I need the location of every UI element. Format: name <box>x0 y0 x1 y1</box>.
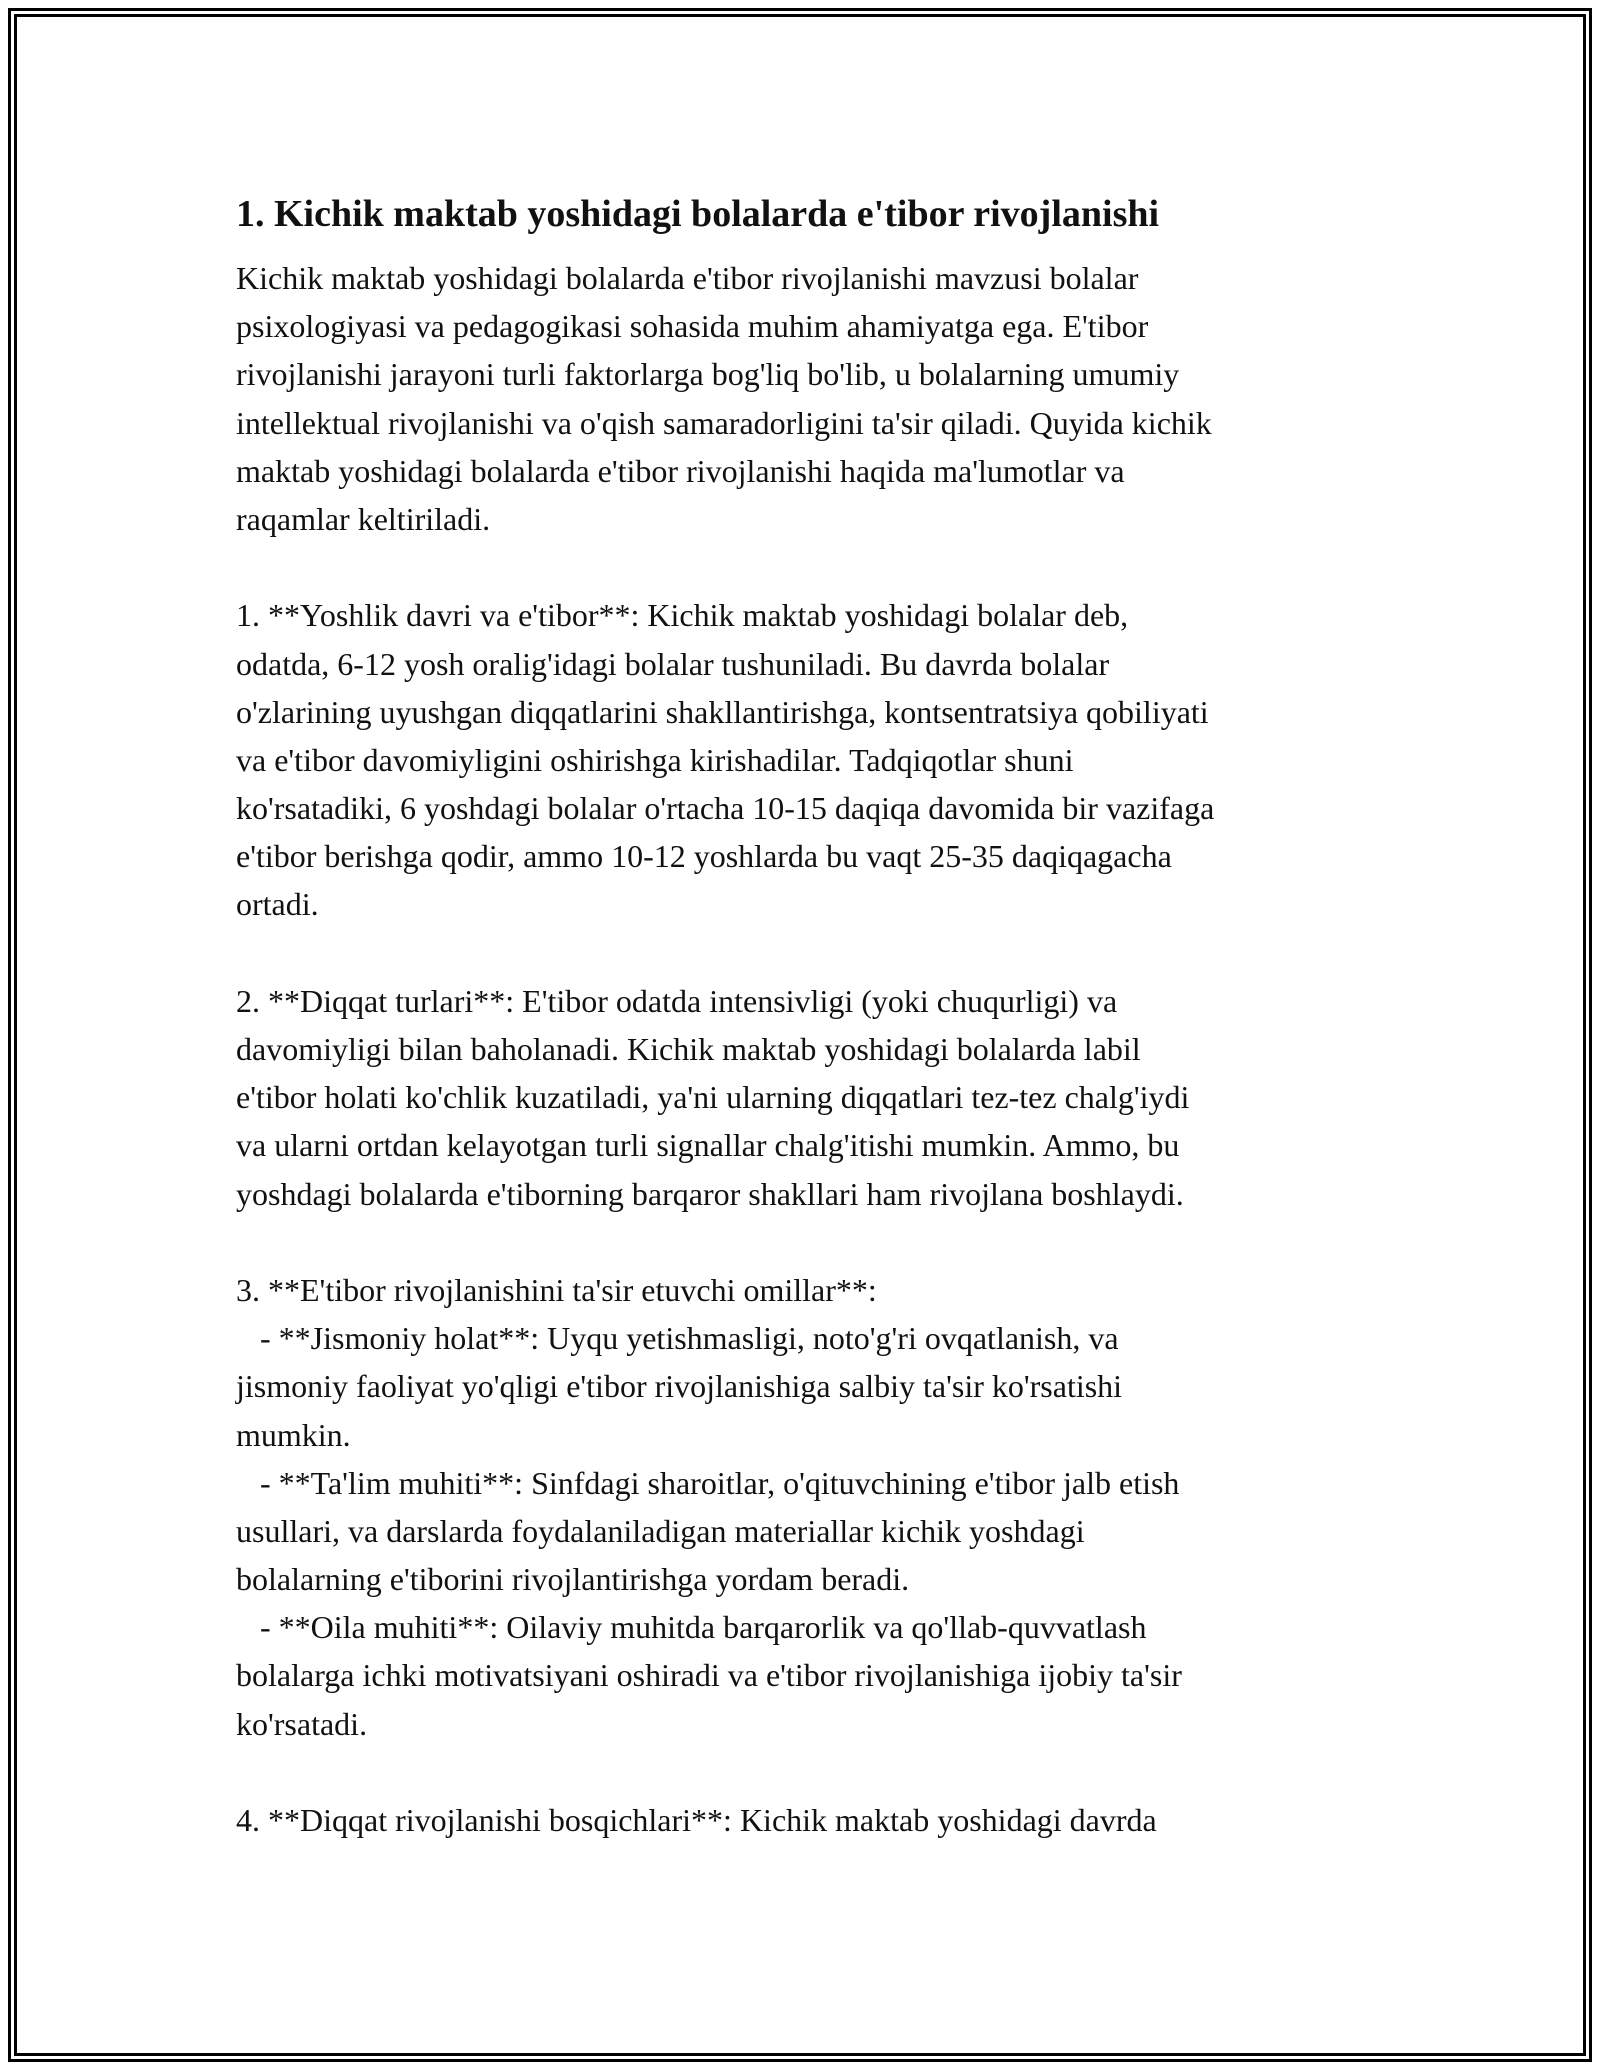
text-line: davomiyligi bilan baholanadi. Kichik maktab yoshidagi bolalarda labil <box>236 1031 1141 1067</box>
text-line: 1. **Yoshlik davri va e'tibor**: Kichik maktab yoshidagi bolalar deb, <box>236 597 1129 634</box>
text-line: va e'tibor davomiyligini oshirishga kirishadilar. Tadqiqotlar shuni <box>236 741 1074 778</box>
text-line: bolalarga ichki motivatsiyani oshiradi va e'tibor rivojlanishiga ijobiy ta'sir <box>236 1657 1182 1694</box>
blank-line <box>236 929 1366 977</box>
text-line: e'tibor berishga qodir, ammo 10-12 yoshlarda bu vaqt 25-35 daqiqagacha <box>236 838 1172 875</box>
document-body <box>236 188 1366 1844</box>
text-line: raqamlar keltiriladi. <box>236 500 491 537</box>
text-line: usullari, va darslarda foydalaniladigan materiallar kichik yoshdagi <box>236 1512 1085 1549</box>
text-line: intellektual rivojlanishi va o'qish samaradorligini ta'sir qiladi. Quyida kichik <box>236 404 1212 441</box>
text-line: - **Jismoniy holat**: Uyqu yetishmasligi, noto'g'ri ovqatlanish, va <box>236 1320 1119 1357</box>
text-line: - **Ta'lim muhiti**: Sinfdagi sharoitlar, o'qituvchining e'tibor jalb etish <box>236 1464 1180 1501</box>
blank-line <box>236 1748 1366 1796</box>
text-line: va ularni ortdan kelayotgan turli signallar chalg'itishi mumkin. Ammo, bu <box>236 1127 1180 1164</box>
text-line: e'tibor holati ko'chlik kuzatiladi, ya'ni ularning diqqatlari tez-tez chalg'iydi <box>236 1079 1190 1116</box>
blank-line <box>236 1218 1366 1266</box>
text-line: rivojlanishi jarayoni turli faktorlarga bog'liq bo'lib, u bolalarning umumiy <box>236 356 1180 393</box>
text-line: 3. **E'tibor rivojlanishini ta'sir etuvchi omillar**: <box>236 1271 877 1308</box>
text-line: o'zlarining uyushgan diqqatlarini shakllantirishga, kontsentratsiya qobiliyati <box>236 693 1209 730</box>
text-line: 4. **Diqqat rivojlanishi bosqichlari**: Kichik maktab yoshidagi davrda <box>236 1802 1157 1838</box>
text-line: bolalarning e'tiborini rivojlantirishga yordam beradi. <box>236 1561 910 1598</box>
text-line: jismoniy faoliyat yo'qligi e'tibor rivojlanishiga salbiy ta'sir ko'rsatishi <box>236 1368 1123 1405</box>
text-line: - **Oila muhiti**: Oilaviy muhitda barqarorlik va qo'llab-quvvatlash <box>236 1609 1147 1646</box>
text-line: Kichik maktab yoshidagi bolalarda e'tibor rivojlanishi mavzusi bolalar <box>236 260 1139 296</box>
text-line: 2. **Diqqat turlari**: E'tibor odatda intensivligi (yoki chuqurligi) va <box>236 982 1118 1019</box>
text-line: mumkin. <box>236 1416 351 1453</box>
text-line: maktab yoshidagi bolalarda e'tibor rivojlanishi haqida ma'lumotlar va <box>236 452 1125 489</box>
body-text <box>236 254 1366 1844</box>
text-line: ko'rsatadi. <box>236 1705 368 1742</box>
section-heading: 1. Kichik maktab yoshidagi bolalarda e'tibor rivojlanishi <box>236 193 1160 235</box>
text-line: psixologiyasi va pedagogikasi sohasida muhim ahamiyatga ega. E'tibor <box>236 308 1149 345</box>
text-line: yoshdagi bolalarda e'tiborning barqaror shakllari ham rivojlana boshlaydi. <box>236 1175 1184 1212</box>
blank-line <box>236 543 1366 591</box>
text-line: ortadi. <box>236 886 319 923</box>
text-line: odatda, 6-12 yosh oralig'idagi bolalar tushuniladi. Bu davrda bolalar <box>236 645 1110 682</box>
text-line: ko'rsatadiki, 6 yoshdagi bolalar o'rtacha 10-15 daqiqa davomida bir vazifaga <box>236 790 1215 827</box>
